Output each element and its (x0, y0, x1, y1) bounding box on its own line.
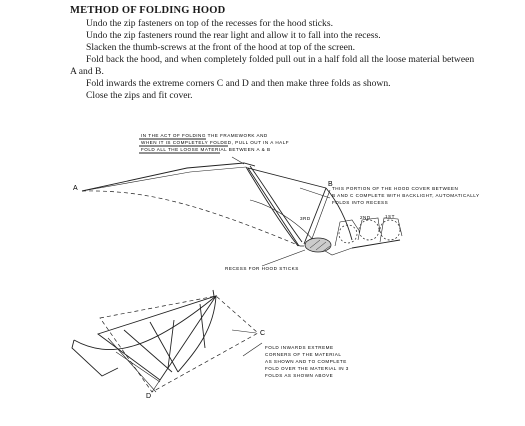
recess-note-leader (262, 250, 305, 266)
instruction-4-continued: A and B. (70, 66, 104, 77)
fold-label-1st: 1ST (385, 214, 395, 219)
recess-note: RECESS FOR HOOD STICKS (225, 266, 299, 271)
instruction-2: Undo the zip fasteners round the rear light and allow it to fall into the recess. (86, 30, 381, 41)
fold-note-line-5: FOLDS AS SHOWN ABOVE (265, 373, 334, 378)
portion-note-line-1: THIS PORTION OF THE HOOD COVER BETWEEN (332, 186, 459, 191)
instruction-5: Fold inwards the extreme corners C and D and then make three folds as shown. (86, 78, 391, 89)
fold-note-line-2: CORNERS OF THE MATERIAL (265, 352, 342, 357)
bottom-note-leader (243, 343, 262, 356)
caption-leader (232, 157, 244, 164)
fold-note-line-4: FOLD OVER THE MATERIAL IN 3 (265, 366, 349, 371)
point-d-label: D (146, 393, 152, 400)
instruction-6: Close the zips and fit cover. (86, 90, 193, 101)
instruction-4: Fold back the hood, and when completely folded pull out in a half fold all the loose material between (86, 54, 475, 65)
recess-block (305, 238, 331, 252)
fold-label-2nd: 2ND (360, 215, 371, 220)
point-b-label: B (328, 181, 333, 188)
fold-circles (335, 218, 402, 246)
portion-note-line-2: B AND C COMPLETE WITH BACKLIGHT, AUTOMATICALLY (332, 193, 480, 198)
instruction-3: Slacken the thumb-screws at the front of the hood at top of the screen. (86, 42, 356, 53)
top-hood-frame (82, 163, 400, 255)
page-title: METHOD OF FOLDING HOOD (70, 5, 226, 16)
caption-line-1: IN THE ACT OF FOLDING THE FRAMEWORK AND (141, 133, 268, 138)
portion-note-line-3: FOLDS INTO RECESS (332, 200, 389, 205)
fold-label-3rd: 3RD (300, 216, 311, 221)
bottom-hood-frame (72, 290, 258, 392)
fold-note-line-3: AS SHOWN AND TO COMPLETE (265, 359, 347, 364)
instruction-1: Undo the zip fasteners on top of the recesses for the hood sticks. (86, 18, 333, 29)
fold-note-line-1: FOLD INWARDS EXTREME (265, 345, 334, 350)
caption-line-3: FOLD ALL THE LOOSE MATERIAL BETWEEN A & B (141, 147, 271, 152)
point-a-label: A (73, 185, 78, 192)
point-c-label: C (260, 330, 266, 337)
caption-line-2: WHEN IT IS COMPLETELY FOLDED, PULL OUT IN A HALF (141, 140, 290, 145)
